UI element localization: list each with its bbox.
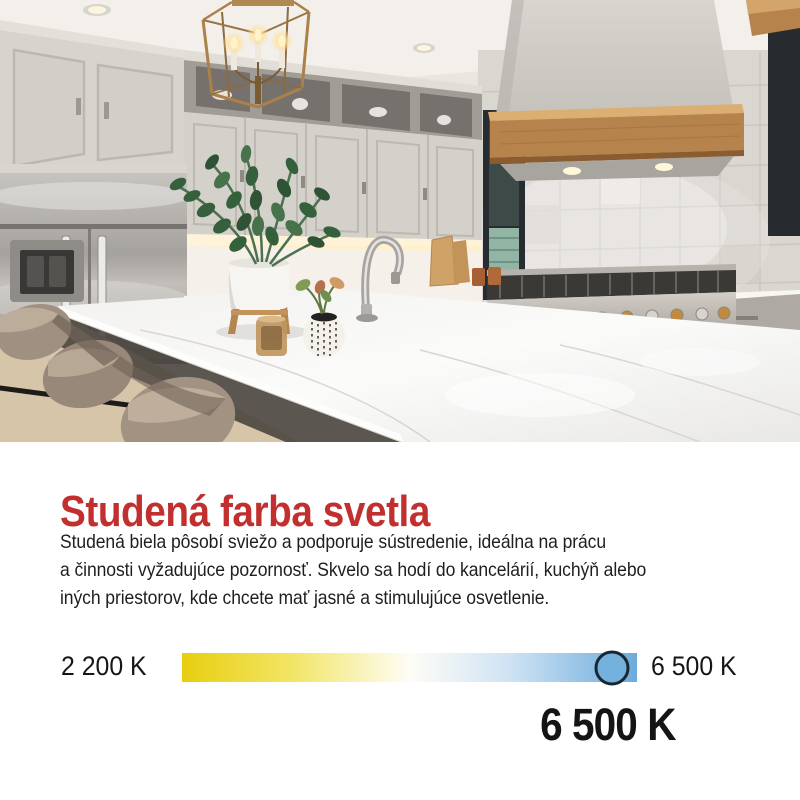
range-hood [488,0,744,181]
candle-holder [256,316,287,357]
temperature-gradient-bar [182,653,637,682]
scale-min-label: 2 200 K [61,651,147,681]
paragraph-line-2: a činnosti vyžadujúce pozornosť. Skvelo sa hodí do kancelárií, kuchýň alebo [60,559,647,581]
plant-pot [229,258,289,309]
paragraph-line-3: iných priestorov, kde chcete mať jasné a stimulujúce osvetlenie. [60,587,550,609]
scale-max-label: 6 500 K [651,651,737,681]
cutting-board [430,236,470,286]
paragraph-line-1: Studená biela pôsobí sviežo a podporuje sústredenie, ideálna na prácu [60,531,607,553]
selected-temperature-value: 6 500 K [540,699,676,750]
temperature-marker [594,650,629,685]
page-title: Studená farba svetla [60,487,430,537]
description-paragraph [60,528,646,612]
